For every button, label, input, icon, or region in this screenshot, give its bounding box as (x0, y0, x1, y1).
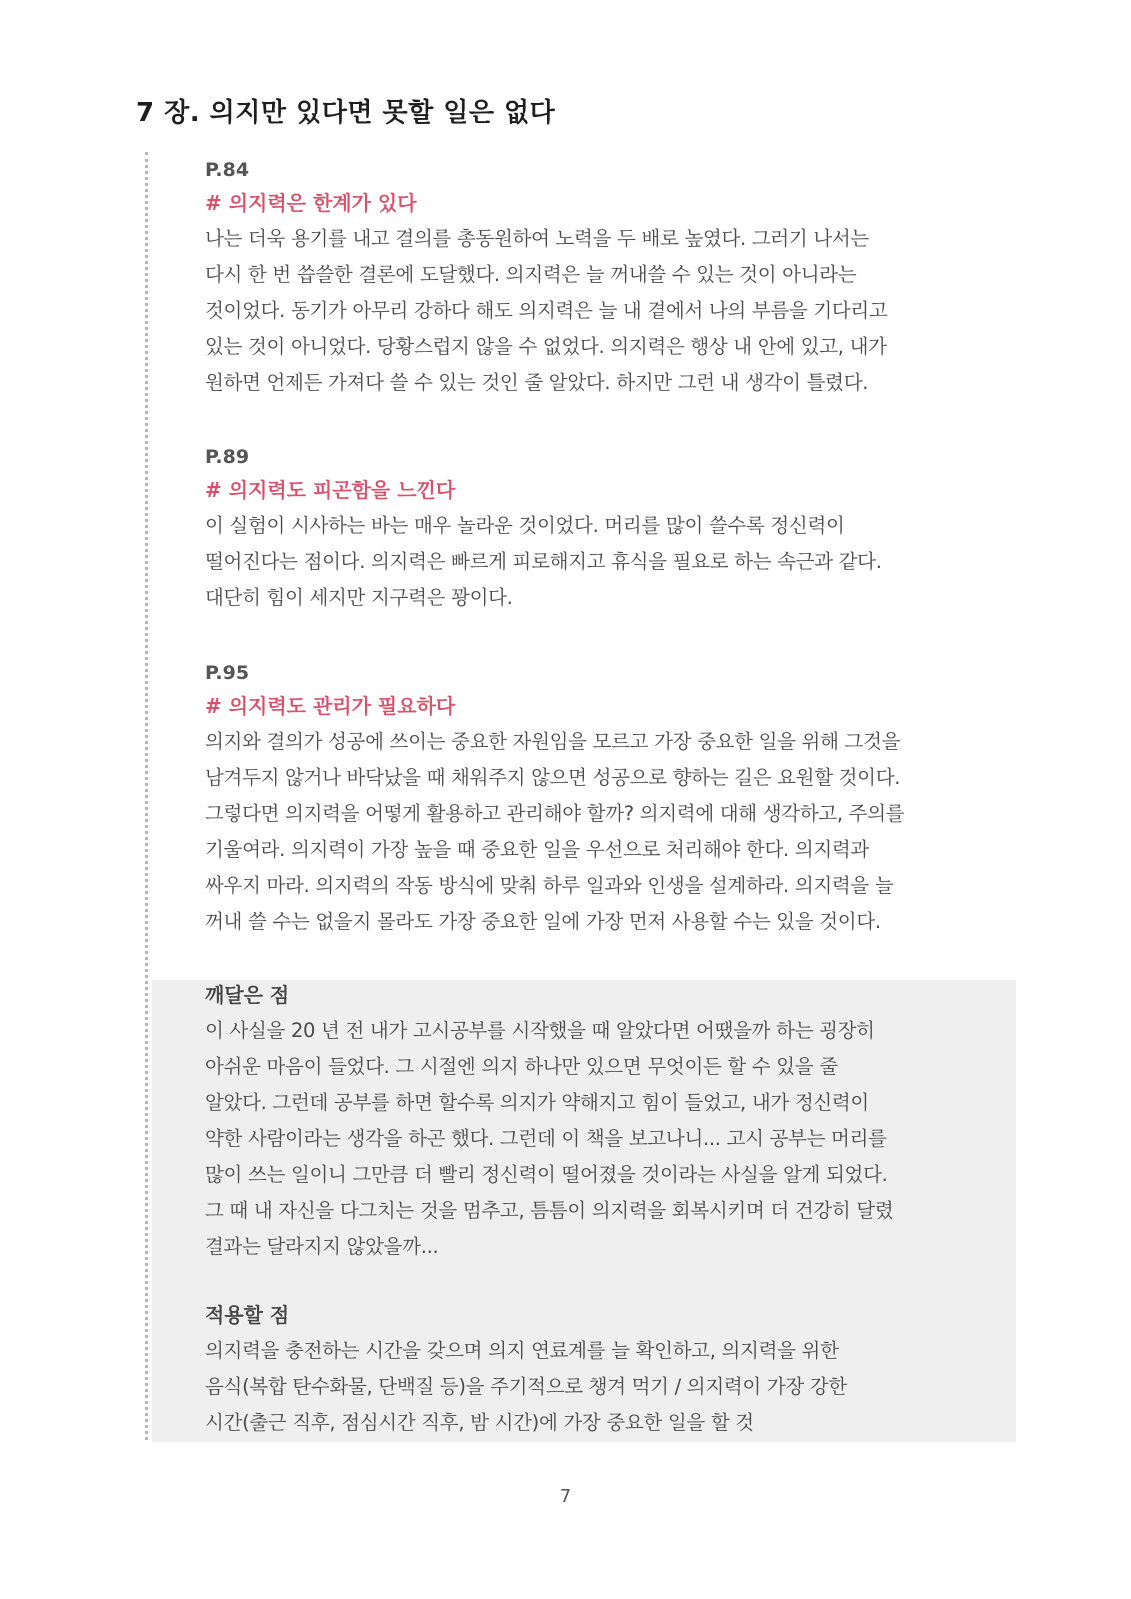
chapter-title: 7 장. 의지만 있다면 못할 일은 없다 (136, 98, 556, 128)
excerpt-tag: # 의지력도 피곤함을 느낀다 (205, 478, 456, 502)
excerpt-page-ref: P.84 (205, 159, 250, 181)
application-text: 의지력을 충전하는 시간을 갖으며 의지 연료계를 늘 확인하고, 의지력을 위한 음식(복합 탄수화물, 단백질 등)을 주기적으로 챙겨 먹기 / 의지력이 가장 강한 시간(출근 직후, 점심시간 직후, 밤 시간)에 가장 중요한 일을 할 것 (205, 1339, 847, 1434)
dotted-quote-rule (145, 152, 148, 1440)
reflection-heading: 깨달은 점 (205, 983, 290, 1007)
page-number: 7 (559, 1486, 572, 1507)
excerpt-tag: # 의지력도 관리가 필요하다 (205, 694, 456, 718)
excerpt-section (205, 658, 1005, 940)
application-section (205, 1297, 1005, 1441)
reflection-text: 이 사실을 20 년 전 내가 고시공부를 시작했을 때 알았다면 어땠을까 하는 굉장히 아쉬운 마음이 들었다. 그 시절엔 의지 하나만 있으면 무엇이든 할 수 있을 줄 알았다. 그런데 공부를 하면 할수록 의지가 약해지고 힘이 들었고, 내가 정신력이 약한 사람이라는 생각을 하곤 했다. 그런데 이 책을 보고나니... 고시 공부는 머리를 많이 쓰는 일이니 그만큼 더 빨리 정신력이 떨어졌을 것이라는 사실을 알게 되었다. 그 때 내 자신을 다그치는 것을 멈추고, 틈틈이 의지력을 회복시키며 더 건강히 달렸 결과는 달라지지 않았을까... (205, 1019, 894, 1258)
excerpt-text: 의지와 결의가 성공에 쓰이는 중요한 자원임을 모르고 가장 중요한 일을 위해 그것을 남겨두지 않거나 바닥났을 때 채워주지 않으면 성공으로 향하는 길은 요원할 것이다. 그렇다면 의지력을 어떻게 활용하고 관리해야 할까? 의지력에 대해 생각하고, 주의를 기울여라. 의지력이 가장 높을 때 중요한 일을 우선으로 처리해야 한다. 의지력과 싸우지 마라. 의지력의 작동 방식에 맞춰 하루 일과와 인생을 설계하라. 의지력을 늘 꺼내 쓸 수는 없을지 몰라도 가장 중요한 일에 가장 먼저 사용할 수는 있을 것이다. (205, 730, 905, 933)
excerpt-text: 나는 더욱 용기를 내고 결의를 총동원하여 노력을 두 배로 높였다. 그러기 나서는 다시 한 번 씁쓸한 결론에 도달했다. 의지력은 늘 꺼내쓸 수 있는 것이 아니라는 것이었다. 동기가 아무리 강하다 해도 의지력은 늘 내 곁에서 나의 부름을 기다리고 있는 것이 아니었다. 당황스럽지 않을 수 없었다. 의지력은 행상 내 안에 있고, 내가 원하면 언제든 가져다 쓸 수 있는 것인 줄 알았다. 하지만 그런 내 생각이 틀렸다. (205, 227, 888, 394)
excerpt-section (205, 155, 1005, 401)
excerpt-tag: # 의지력은 한계가 있다 (205, 191, 417, 215)
excerpt-text: 이 실험이 시사하는 바는 매우 놀라운 것이었다. 머리를 많이 쓸수록 정신력이 떨어진다는 점이다. 의지력은 빠르게 피로해지고 휴식을 필요로 하는 속근과 같다. 대단히 힘이 세지만 지구력은 꽝이다. (205, 514, 882, 609)
excerpt-page-ref: P.89 (205, 446, 250, 468)
excerpt-page-ref: P.95 (205, 662, 250, 684)
application-heading: 적용할 점 (205, 1303, 290, 1327)
reflection-section (205, 977, 1005, 1265)
excerpt-section (205, 442, 1005, 616)
